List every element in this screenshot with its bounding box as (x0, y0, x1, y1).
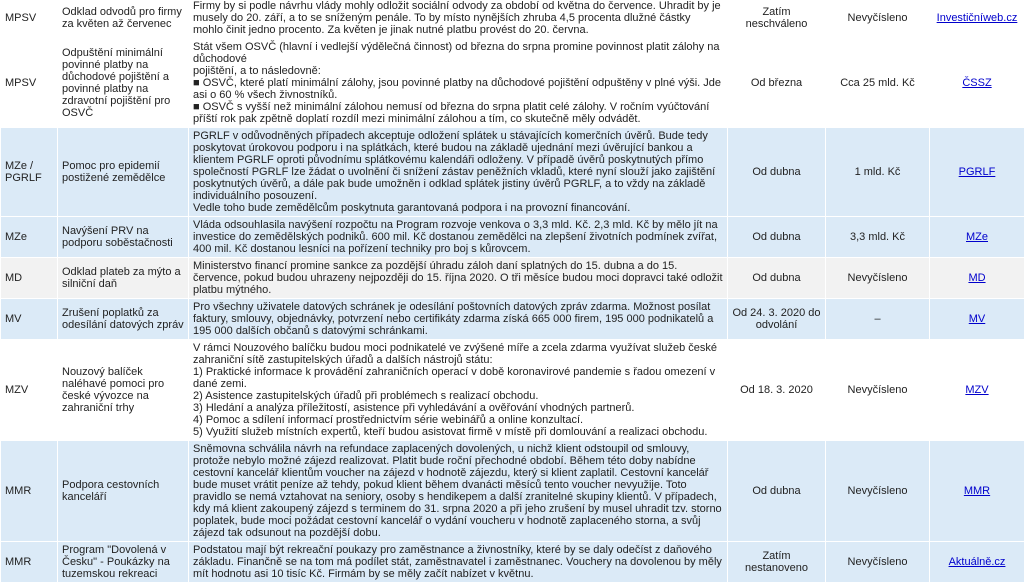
source-link[interactable]: ČSSZ (962, 77, 991, 89)
source-link[interactable]: Investičníweb.cz (937, 12, 1018, 24)
description-line: Vláda odsouhlasila navýšení rozpočtu na Program rozvoje venkova o 3,3 mld. Kč. 2,3 mld. Kč by mělo jít na investice do zemědělských podniků. 600 mil. Kč dostanou zemědělci na zlepšení životních podmínek zvířat, 400 mil. Kč dostanou lesníci na pořízení techniky pro boj s kůrovcem. (193, 219, 723, 255)
description-cell (189, 0, 728, 39)
description-line: Podstatou mají být rekreační poukazy pro zaměstnance a živnostníky, které by se daly odečíst z daňového základu. Finančně se na tom má podílet stát, zaměstnavatel i zaměstnanec. Vouchery na dovolenou by měly mít hodnotu asi 10 tisíc Kč. Firmám by se měly začít nabízet v květnu. (193, 544, 723, 580)
description-cell (189, 441, 728, 542)
description-line: 2) Asistence zastupitelských úřadů při problémech s realizací obchodu. (193, 390, 723, 402)
description-line: 3) Hledání a analýza příležitostí, asistence při vyhledávání a ověřování vhodných partnerů. (193, 402, 723, 414)
measure-name-cell: Navýšení PRV na podporu soběstačnosti (58, 217, 189, 258)
validity-cell: Zatím neschváleno (728, 0, 826, 39)
table-row (1, 0, 1024, 39)
description-line: Sněmovna schválila návrh na refundace zaplacených dovolených, u nichž klient odstoupil od smlouvy, protože nebylo možné zájezd realizovat. Platit bude roční přechodné období. Během této doby nabídne cestovní kancelář klientům voucher na zájezd v hodnotě zájezdu, který si klient zaplatil. Cestovní kancelář bude muset vrátit peníze až tehdy, pokud klient během dvanácti měsíců tento voucher nevyužije. Toto pravidlo se nemá vztahovat na seniory, osoby s hendikepem a další zranitelné skupiny klientů. V případech, kdy má klient zakoupený zájezd s terminem do 31. srpna 2020 a při jeho zrušení by musel uhradit tzv. storno poplatek, bude moci požádat cestovní kancelář o vydání voucheru v hodnotě zaplaceného storna, a svůj zájezd tak odsunout na pozdější dobu. (193, 443, 723, 539)
description-line: Ministerstvo financí promine sankce za pozdější úhradu záloh daní splatných do 15. dubna a do 15. července, pokud budou uhrazeny nejpozději do 15. října 2020. O tři měsíce budou moci dopravci také odložit platbu mýtného. (193, 260, 723, 296)
validity-cell: Od dubna (728, 441, 826, 542)
source-cell (930, 340, 1024, 441)
ministry-cell: MZV (1, 340, 58, 441)
description-cell (189, 128, 728, 217)
ministry-cell: MD (1, 258, 58, 299)
table-row (1, 441, 1024, 542)
measure-name-cell: Program "Dovolená v Česku" - Poukázky na tuzemskou rekreaci (58, 542, 189, 583)
source-cell (930, 217, 1024, 258)
source-link[interactable]: Aktuálně.cz (949, 556, 1006, 568)
ministry-cell: MPSV (1, 0, 58, 39)
description-line: ■ OSVČ, které platí minimální zálohy, jsou povinné platby na důchodové pojištění odpuštěny v plné výši. Jde asi o 60 % všech živnostníků. (193, 77, 723, 101)
table-row (1, 258, 1024, 299)
ministry-cell: MMR (1, 542, 58, 583)
description-line: PGRLF v odůvodněných případech akceptuje odložení splátek u stávajících komerčních úvěrů. Bude tedy poskytovat úrokovou podporu i na splátkách, které budou na základě ujednání mezi úvěrující bankou a klientem PGRLF oproti původnímu splátkovému kalendáři odloženy. V případě úvěrů poskytnutých přímo společností PGRLF lze žádat o uvolnění či snížení zástav peněžních vkladů, které nyní slouží jako zajištění poskytnutých úvěrů, a dále pak bude umožněn i odklad splátek jistiny úvěrů PGRLF, a to vždy na základě individuálního posouzení. (193, 130, 723, 202)
validity-cell: Od dubna (728, 128, 826, 217)
ministry-cell: MZe (1, 217, 58, 258)
validity-cell: Od 18. 3. 2020 (728, 340, 826, 441)
table-row (1, 340, 1024, 441)
description-cell (189, 542, 728, 583)
amount-cell: Nevyčísleno (826, 258, 930, 299)
description-line: ■ OSVČ s vyšší než minimální zálohou nemusí od března do srpna platit celé zálohy. V ročním vyúčtování příští rok pak zpětně doplatí rozdíl mezi minimální zálohou a tím, co skutečně měly odvádět. (193, 101, 723, 125)
description-line: pojištění, a to následovně: (193, 65, 723, 77)
source-cell (930, 0, 1024, 39)
amount-cell: Nevyčísleno (826, 340, 930, 441)
validity-cell: Od 24. 3. 2020 do odvolání (728, 299, 826, 340)
source-link[interactable]: MZe (966, 231, 988, 243)
amount-cell: 1 mld. Kč (826, 128, 930, 217)
measure-name-cell: Odklad plateb za mýto a silniční daň (58, 258, 189, 299)
measure-name-cell: Odklad odvodů pro firmy za květen až červenec (58, 0, 189, 39)
table-row (1, 299, 1024, 340)
source-link[interactable]: PGRLF (959, 166, 996, 178)
source-link[interactable]: MMR (964, 485, 990, 497)
source-link[interactable]: MD (968, 272, 985, 284)
validity-cell: Od dubna (728, 258, 826, 299)
ministry-cell: MZe / PGRLF (1, 128, 58, 217)
amount-cell: Nevyčísleno (826, 441, 930, 542)
description-line: V rámci Nouzového balíčku budou moci podnikatelé ve zvýšené míře a zcela zdarma využívat služeb české zahraniční sítě zastupitelských úřadů a dalších nástrojů státu: (193, 342, 723, 366)
measure-name-cell: Podpora cestovních kanceláří (58, 441, 189, 542)
description-line: Pro všechny uživatele datových schránek je odesílání poštovních datových zpráv zdarma. Možnost posílat faktury, smlouvy, objednávky, potvrzení nebo certifikáty zdarma získá 665 000 firem, 195 000 podnikatelů a 195 000 dalších občanů s datovými schránkami. (193, 301, 723, 337)
description-line: Vedle toho bude zemědělcům poskytnuta garantovaná podpora i na provozní financování. (193, 202, 723, 214)
description-line: Firmy by si podle návrhu vlády mohly odložit sociální odvody za období od května do července. Uhradit by je musely do 20. září, a to se sníženým penále. To by místo nynějších zhruba 4,5 procenta dlužné částky mohlo činit jedno procento. Za květen je jinak nutné platbu provést do 20. června. (193, 0, 723, 36)
description-cell (189, 217, 728, 258)
source-cell (930, 299, 1024, 340)
validity-cell: Od března (728, 39, 826, 128)
measure-name-cell: Pomoc pro epidemií postižené zemědělce (58, 128, 189, 217)
measure-name-cell: Nouzový balíček naléhavé pomoci pro české vývozce na zahraniční trhy (58, 340, 189, 441)
amount-cell: Cca 25 mld. Kč (826, 39, 930, 128)
source-link[interactable]: MZV (965, 384, 988, 396)
ministry-cell: MV (1, 299, 58, 340)
ministry-cell: MMR (1, 441, 58, 542)
amount-cell: Nevyčísleno (826, 0, 930, 39)
description-line: 1) Praktické informace k provádění zahraničních operací v době koronavirové pandemie s řadou omezení v dané zemi. (193, 366, 723, 390)
table-row (1, 128, 1024, 217)
description-cell (189, 340, 728, 441)
source-cell (930, 128, 1024, 217)
source-cell (930, 258, 1024, 299)
description-cell (189, 258, 728, 299)
description-cell (189, 299, 728, 340)
table-row (1, 542, 1024, 583)
amount-cell: – (826, 299, 930, 340)
description-cell (189, 39, 728, 128)
validity-cell: Od dubna (728, 217, 826, 258)
table-row (1, 217, 1024, 258)
measures-table-body (1, 0, 1024, 583)
ministry-cell: MPSV (1, 39, 58, 128)
table-row (1, 39, 1024, 128)
validity-cell: Zatím nestanoveno (728, 542, 826, 583)
source-cell (930, 39, 1024, 128)
amount-cell: Nevyčísleno (826, 542, 930, 583)
measure-name-cell: Odpuštění minimální povinné platby na důchodové pojištění a povinné platby na zdravotní pojištění pro OSVČ (58, 39, 189, 128)
description-line: 4) Pomoc a sdílení informací prostřednictvím série webinářů a online konzultací. (193, 414, 723, 426)
description-line: 5) Využití služeb místních expertů, kteří budou asistovat firmě v místě při domlouvání a realizaci obchodu. (193, 426, 723, 438)
source-cell (930, 441, 1024, 542)
amount-cell: 3,3 mld. Kč (826, 217, 930, 258)
description-line: Stát všem OSVČ (hlavní i vedlejší výdělečná činnost) od března do srpna promine povinnost platit zálohy na důchodové (193, 41, 723, 65)
measure-name-cell: Zrušení poplatků za odesílání datových zpráv (58, 299, 189, 340)
source-link[interactable]: MV (969, 313, 986, 325)
source-cell (930, 542, 1024, 583)
